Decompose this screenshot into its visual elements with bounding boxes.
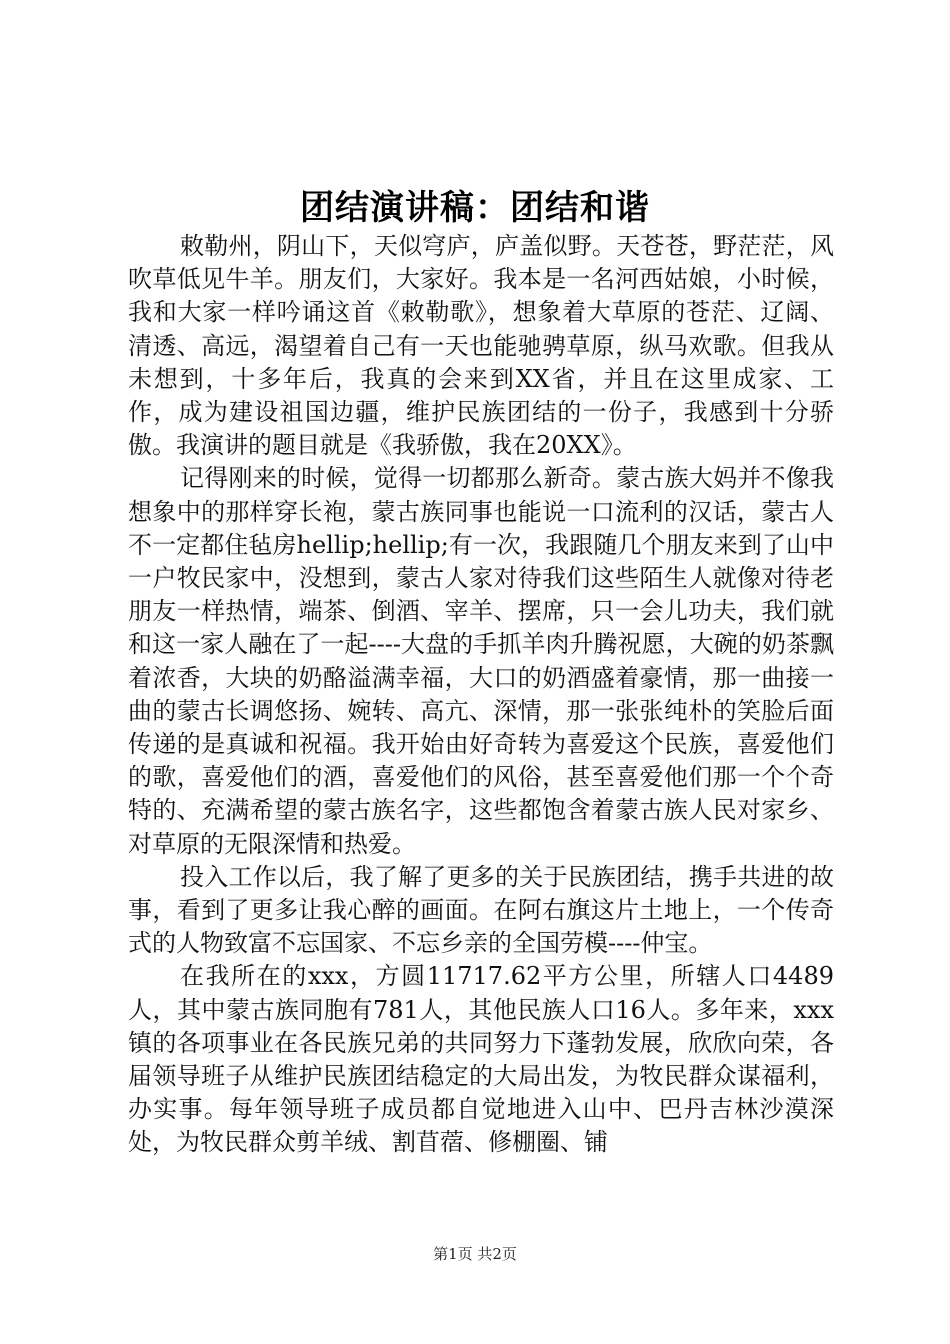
page-title: 团结演讲稿：团结和谐 xyxy=(300,188,650,228)
paragraph-1: 敕勒州，阴山下，天似穹庐，庐盖似野。天苍苍，野茫茫，风吹草低见牛羊。朋友们，大家好。我本是一名河西姑娘，小时候，我和大家一样吟诵这首《敕勒歌》，想象着大草原的苍茫、辽阔、清透、高远，渴望着自己有一天也能驰骋草原，纵马欢歌。但我从未想到，十多年后，我真的会来到XX省，并且在这里成家、工作，成为建设祖国边疆，维护民族团结的一份子，我感到十分骄傲。我演讲的题目就是《我骄傲，我在20XX》。 xyxy=(128,232,834,460)
page-footer: 第1页 共2页 xyxy=(433,1245,517,1263)
paragraph-3: 投入工作以后，我了解了更多的关于民族团结，携手共进的故事，看到了更多让我心醉的画面。在阿右旗这片土地上，一个传奇式的人物致富不忘国家、不忘乡亲的全国劳模----仲宝。 xyxy=(128,862,834,958)
paragraph-4: 在我所在的xxx，方圆11717.62平方公里，所辖人口4489人，其中蒙古族同胞有781人，其他民族人口16人。多年来，xxx镇的各项事业在各民族兄弟的共同努力下蓬勃发展，欣欣向荣，各届领导班子从维护民族团结稳定的大局出发，为牧民群众谋福利，办实事。每年领导班子成员都自觉地进入山中、巴丹吉林沙漠深处，为牧民群众剪羊绒、割苜蓿、修棚圈、铺 xyxy=(128,962,834,1157)
paragraph-2: 记得刚来的时候，觉得一切都那么新奇。蒙古族大妈并不像我想象中的那样穿长袍，蒙古族同事也能说一口流利的汉话，蒙古人不一定都住毡房hellip;hellip;有一次，我跟随几个朋友来到了山中一户牧民家中，没想到，蒙古人家对待我们这些陌生人就像对待老朋友一样热情，端茶、倒酒、宰羊、摆席，只一会儿功夫，我们就和这一家人融在了一起----大盘的手抓羊肉升腾祝愿，大碗的奶茶飘着浓香，大块的奶酪溢满幸福，大口的奶酒盛着豪情，那一曲接一曲的蒙古长调悠扬、婉转、高亢、深情，那一张张纯朴的笑脸后面传递的是真诚和祝福。我开始由好奇转为喜爱这个民族，喜爱他们的歌，喜爱他们的酒，喜爱他们的风俗，甚至喜爱他们那一个个奇特的、充满希望的蒙古族名字，这些都饱含着蒙古族人民对家乡、对草原的无限深情和热爱。 xyxy=(128,464,834,858)
document-body xyxy=(128,230,834,1160)
